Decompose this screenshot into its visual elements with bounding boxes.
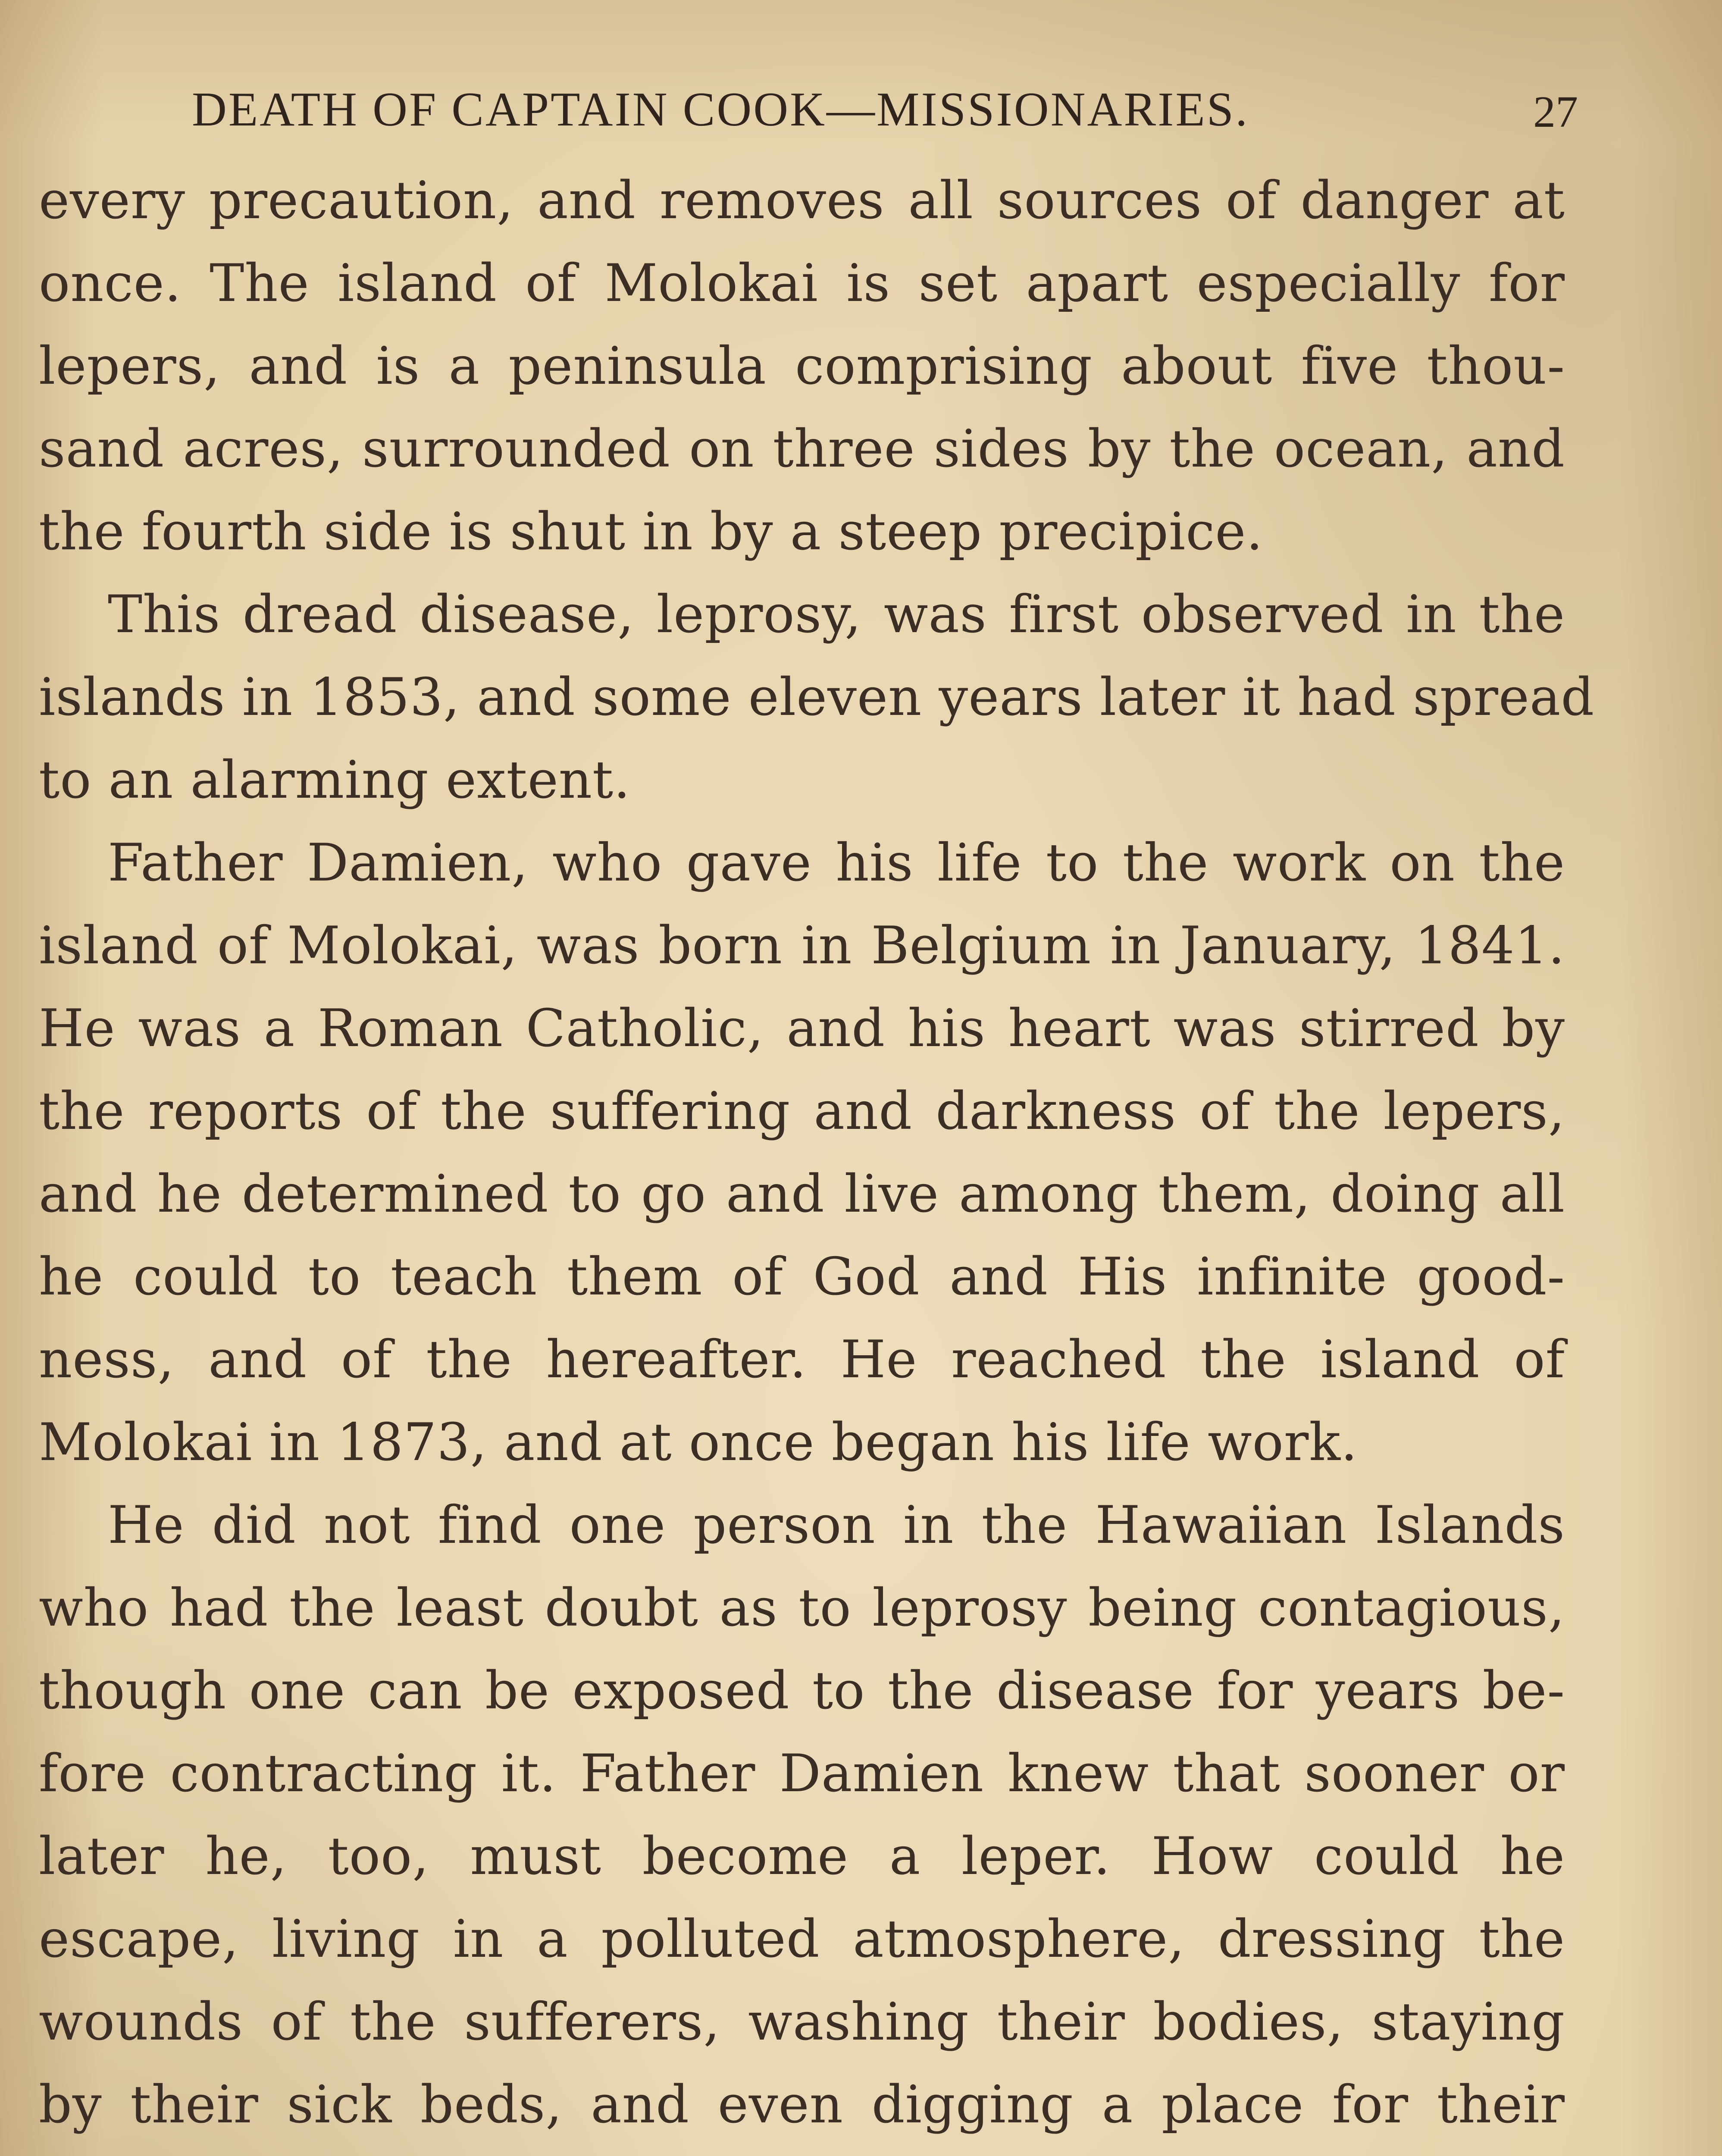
- page-number: 27: [1533, 87, 1578, 137]
- book-page: [39, 65, 1595, 2156]
- text-line: he could to teach them of God and His infinite good-: [39, 1247, 1565, 1307]
- text-line: though one can be exposed to the disease for years be-: [39, 1661, 1565, 1721]
- text-line: lepers, and is a peninsula comprising about five thou-: [39, 336, 1565, 396]
- text-line: once. The island of Molokai is set apart especially for: [39, 254, 1565, 313]
- text-line: and he determined to go and live among them, doing all: [39, 1164, 1565, 1224]
- text-line: the reports of the suffering and darkness of the lepers,: [39, 1081, 1565, 1141]
- text-line: fore contracting it. Father Damien knew that sooner or: [39, 1744, 1565, 1804]
- text-line: This dread disease, leprosy, was first observed in the: [108, 585, 1565, 645]
- text-line: island of Molokai, was born in Belgium in January, 1841.: [39, 916, 1565, 976]
- text-line: Molokai in 1873, and at once began his life work.: [39, 1413, 1358, 1473]
- text-line: Father Damien, who gave his life to the work on the: [108, 833, 1565, 893]
- text-line: later he, too, must become a leper. How could he: [39, 1827, 1565, 1887]
- text-line: sand acres, surrounded on three sides by the ocean, and: [39, 419, 1565, 479]
- text-line: to an alarming extent.: [39, 750, 631, 810]
- body-text: [39, 160, 1595, 2156]
- text-line: ness, and of the hereafter. He reached the island of: [39, 1330, 1565, 1390]
- text-line: by their sick beds, and even digging a place for their: [39, 2075, 1565, 2135]
- text-line: wounds of the sufferers, washing their bodies, staying: [39, 1992, 1565, 2052]
- running-title: DEATH OF CAPTAIN COOK—MISSIONARIES.: [192, 83, 1249, 136]
- text-line: who had the least doubt as to leprosy being contagious,: [39, 1578, 1565, 1638]
- text-line: islands in 1853, and some eleven years later it had spread: [39, 667, 1595, 727]
- text-line: the fourth side is shut in by a steep precipice.: [39, 502, 1263, 562]
- text-line: He was a Roman Catholic, and his heart was stirred by: [39, 999, 1565, 1059]
- text-line: escape, living in a polluted atmosphere, dressing the: [39, 1909, 1565, 1969]
- text-line: every precaution, and removes all sources of danger at: [39, 171, 1565, 231]
- text-line: [39, 2147, 1565, 2156]
- text-line: He did not find one person in the Hawaiian Islands: [108, 1495, 1565, 1555]
- running-head: [39, 65, 1578, 151]
